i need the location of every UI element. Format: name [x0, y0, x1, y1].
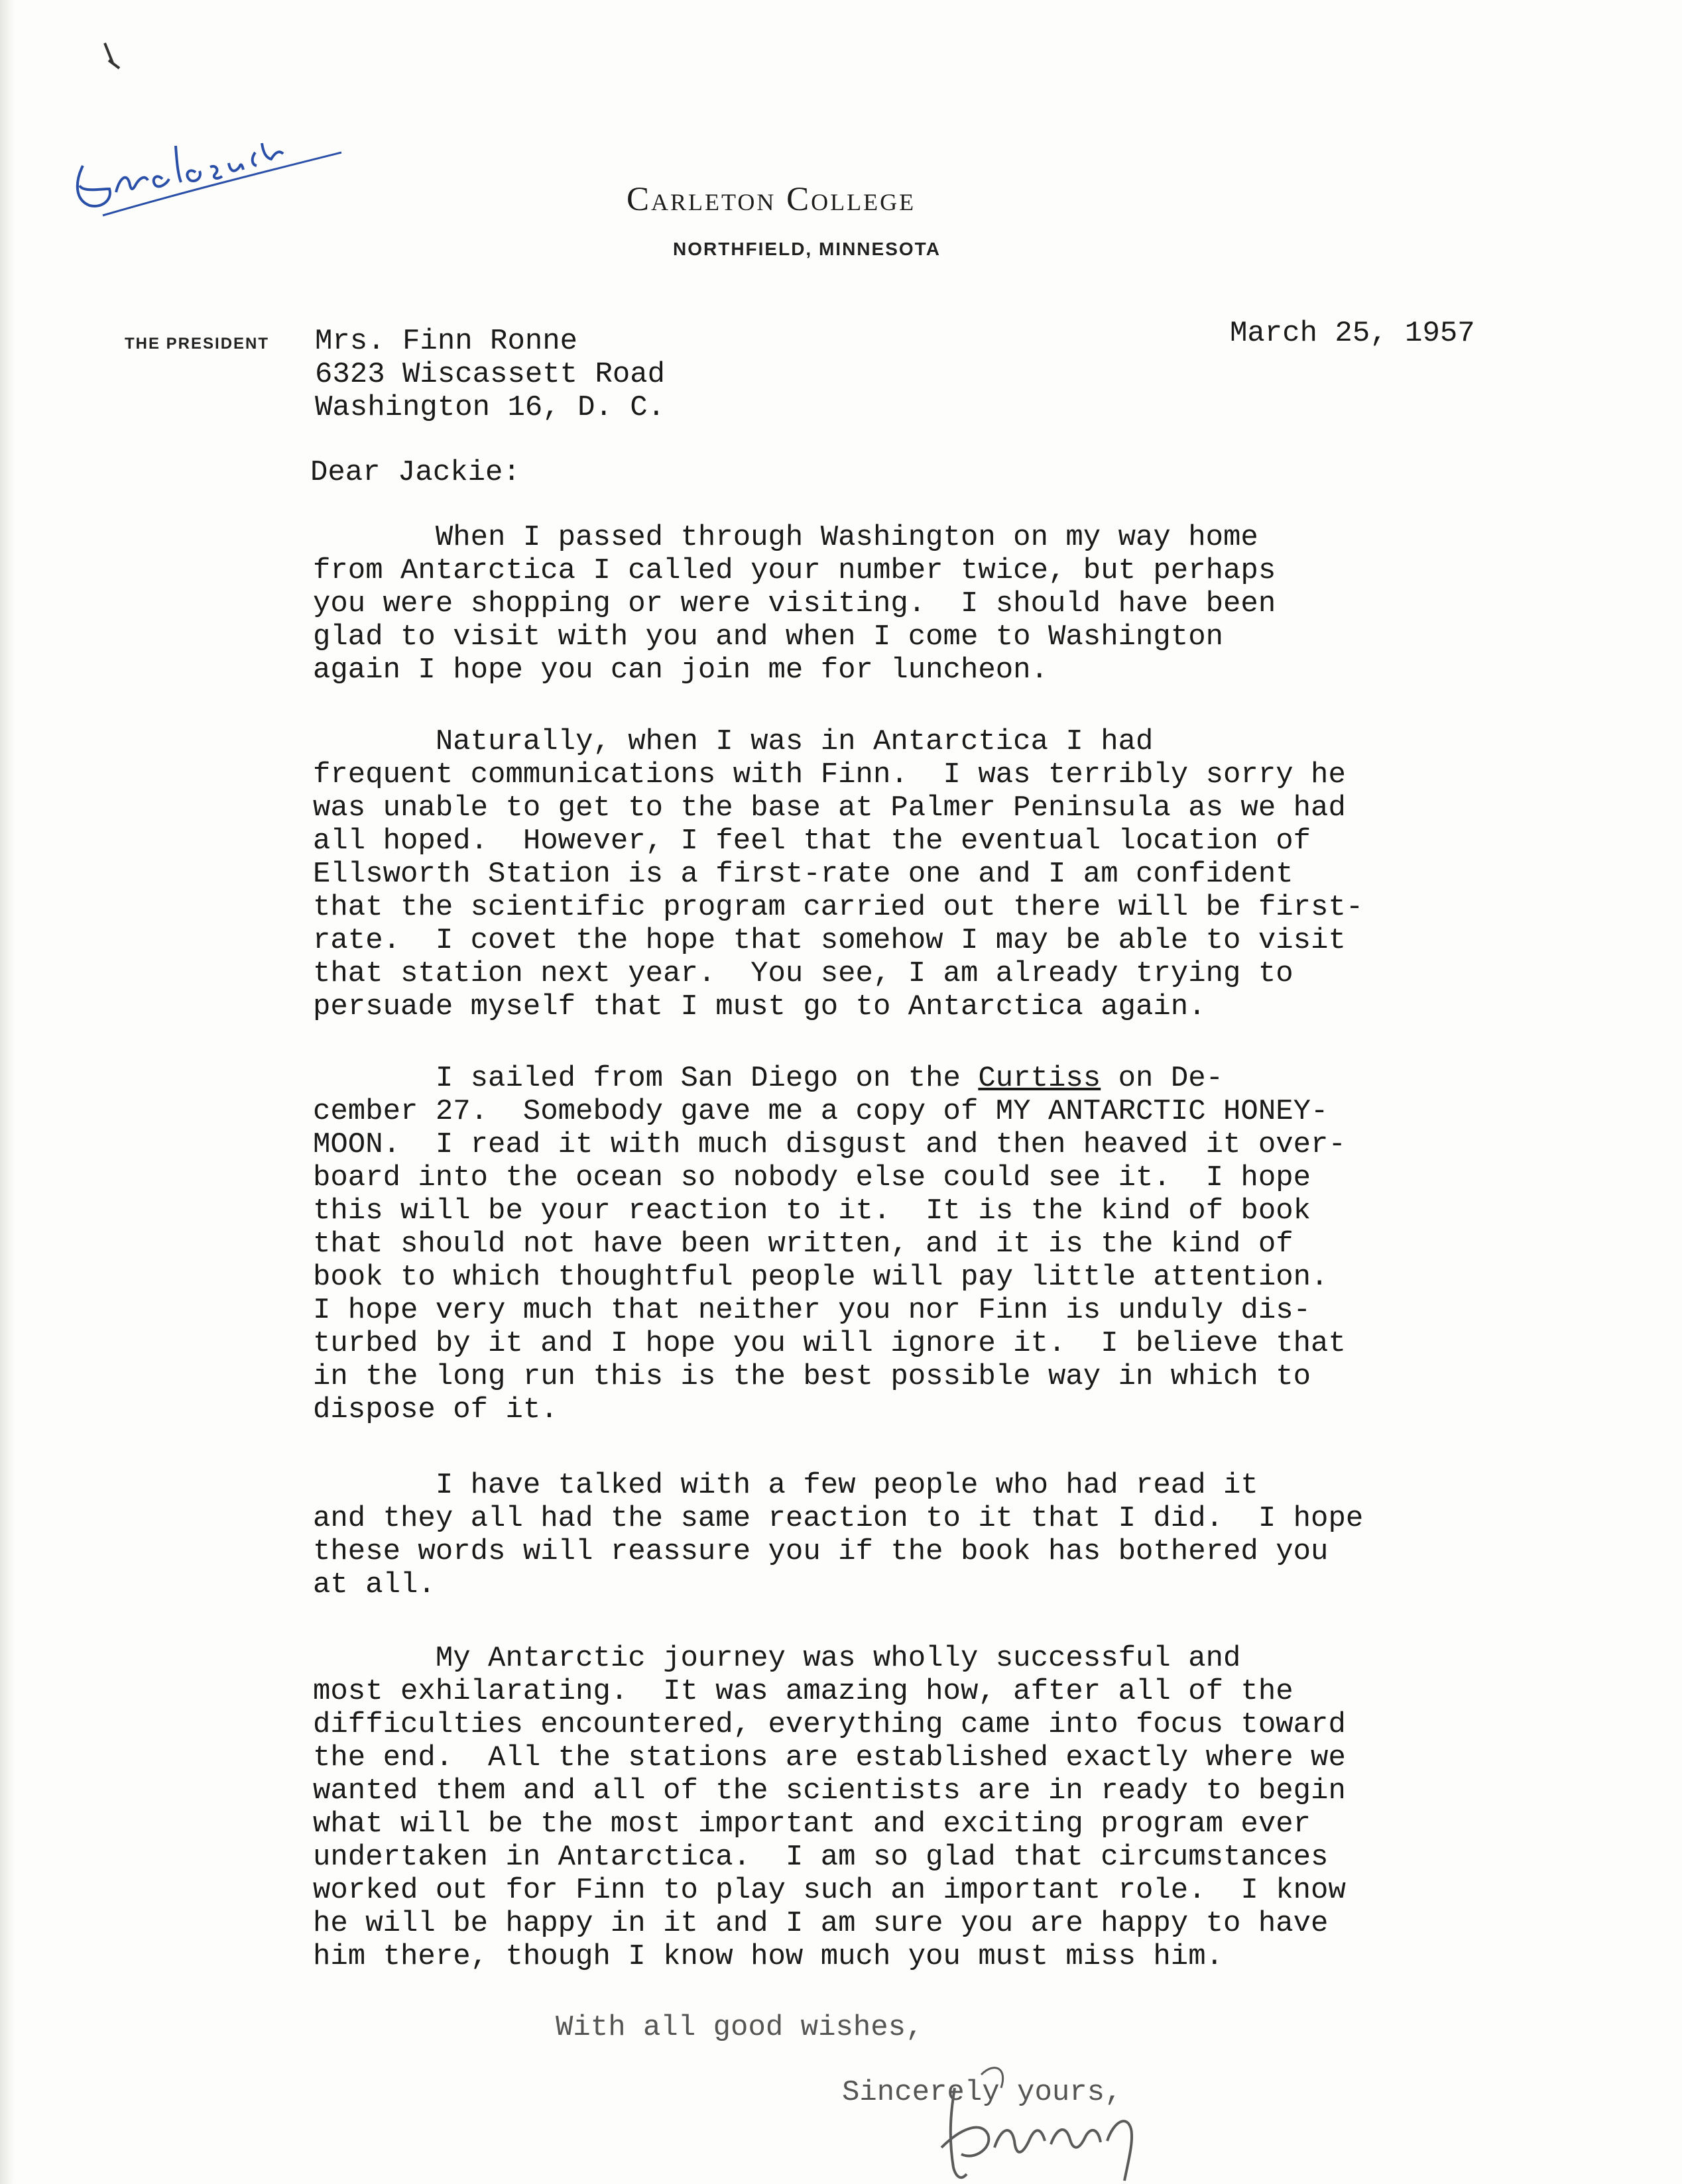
- paragraph-3: [313, 1062, 1346, 1426]
- ship-name: Curtiss: [978, 1062, 1101, 1095]
- recipient-address: [315, 325, 665, 424]
- letterhead-office: THE PRESIDENT: [125, 335, 270, 353]
- paragraph-line: he will be happy in it and I am sure you are happy to have: [313, 1907, 1329, 1940]
- paragraph-line: that the scientific program carried out there will be first-: [313, 891, 1364, 924]
- paragraph-line: in the long run this is the best possible way in which to: [313, 1360, 1311, 1393]
- paragraph-line: him there, though I know how much you must miss him.: [313, 1940, 1224, 1973]
- paragraph-line: glad to visit with you and when I come to Washington: [313, 620, 1224, 654]
- paragraph-line: I sailed from San Diego on the: [313, 1062, 979, 1095]
- paragraph-line: what will be the most important and exciting program ever: [313, 1808, 1311, 1841]
- paragraph-line: this will be your reaction to it. It is the kind of book: [313, 1194, 1311, 1228]
- closing-line: With all good wishes,: [556, 2011, 924, 2044]
- paragraph-line: difficulties encountered, everything came into focus toward: [313, 1708, 1346, 1741]
- paragraph-line: on De-: [1101, 1062, 1224, 1095]
- paragraph-line: frequent communications with Finn. I was terribly sorry he: [313, 758, 1346, 791]
- paragraph-line: the end. All the stations are established exactly where we: [313, 1741, 1346, 1774]
- paragraph-line: all hoped. However, I feel that the eventual location of: [313, 825, 1311, 858]
- recipient-city: Washington 16, D. C.: [315, 391, 666, 424]
- paragraph-line: undertaken in Antarctica. I am so glad that circumstances: [313, 1841, 1329, 1874]
- valediction: Sincerely yours,: [842, 2076, 1122, 2109]
- letter-date: March 25, 1957: [1230, 317, 1475, 350]
- page-edge-shadow: [0, 0, 15, 2184]
- salutation: Dear Jackie:: [310, 456, 520, 489]
- paragraph-2: [313, 725, 1363, 1023]
- pencil-tick-mark: [99, 36, 126, 76]
- paragraph-line: most exhilarating. It was amazing how, after all of the: [313, 1675, 1293, 1708]
- letterhead-location: NORTHFIELD, MINNESOTA: [673, 239, 941, 259]
- paragraph-line: My Antarctic journey was wholly successful and: [313, 1642, 1241, 1675]
- paragraph-line: Ellsworth Station is a first-rate one and I am confident: [313, 858, 1293, 891]
- paragraph-line: MOON. I read it with much disgust and then heaved it over-: [313, 1128, 1346, 1161]
- paragraph-line: at all.: [313, 1568, 436, 1601]
- paragraph-5: [313, 1642, 1346, 1973]
- paragraph-4: [313, 1469, 1363, 1601]
- paragraph-line: When I passed through Washington on my way home: [313, 521, 1258, 554]
- paragraph-line: dispose of it.: [313, 1393, 558, 1426]
- paragraph-line: turbed by it and I hope you will ignore it. I believe that: [313, 1327, 1346, 1360]
- paragraph-line: persuade myself that I must go to Antarctica again.: [313, 990, 1206, 1023]
- recipient-street: 6323 Wiscassett Road: [315, 358, 666, 391]
- paragraph-line: worked out for Finn to play such an important role. I know: [313, 1874, 1346, 1907]
- handwritten-signature: [915, 2048, 1193, 2184]
- paragraph-line: that station next year. You see, I am already trying to: [313, 957, 1293, 990]
- paragraph-line: was unable to get to the base at Palmer Peninsula as we had: [313, 791, 1346, 825]
- paragraph-line: you were shopping or were visiting. I should have been: [313, 587, 1276, 620]
- recipient-name: Mrs. Finn Ronne: [315, 325, 578, 358]
- handwritten-annotation: [63, 106, 355, 225]
- paragraph-line: board into the ocean so nobody else could see it. I hope: [313, 1161, 1311, 1194]
- paragraph-line: from Antarctica I called your number twice, but perhaps: [313, 554, 1276, 587]
- paragraph-line: that should not have been written, and it is the kind of: [313, 1228, 1293, 1261]
- paragraph-line: I have talked with a few people who had read it: [313, 1469, 1258, 1502]
- paragraph-line: I hope very much that neither you nor Finn is unduly dis-: [313, 1294, 1311, 1327]
- paragraph-line: these words will reassure you if the book has bothered you: [313, 1535, 1329, 1568]
- paragraph-line: cember 27. Somebody gave me a copy of MY ANTARCTIC HONEY-: [313, 1095, 1329, 1128]
- paragraph-line: rate. I covet the hope that somehow I may be able to visit: [313, 924, 1346, 957]
- paragraph-1: [313, 521, 1276, 687]
- paragraph-line: book to which thoughtful people will pay little attention.: [313, 1261, 1329, 1294]
- letterhead-institution: Carleton College: [627, 181, 916, 218]
- paragraph-line: and they all had the same reaction to it that I did. I hope: [313, 1502, 1364, 1535]
- paragraph-line: Naturally, when I was in Antarctica I had: [313, 725, 1154, 758]
- paragraph-line: again I hope you can join me for luncheon.: [313, 654, 1048, 687]
- paragraph-line: wanted them and all of the scientists are in ready to begin: [313, 1774, 1346, 1808]
